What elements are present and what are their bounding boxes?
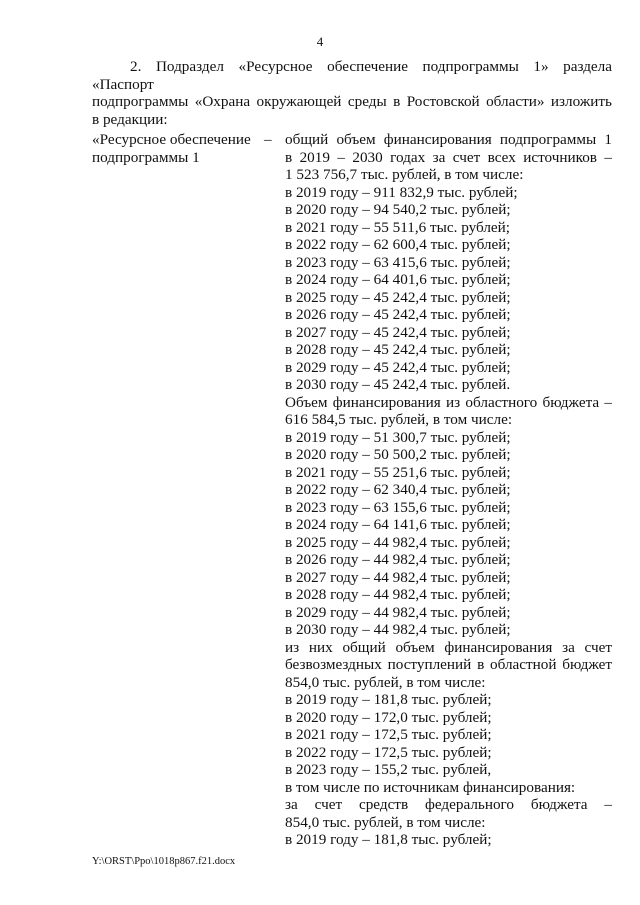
resource-label-line: подпрограммы 1 [92, 148, 200, 166]
financing-line: в 2024 году – 64 141,6 тыс. рублей; [285, 516, 511, 533]
financing-line: в 2025 году – 45 242,4 тыс. рублей; [285, 288, 511, 306]
intro-paragraph [92, 58, 612, 128]
financing-line: в том числе по источникам финансирования: [285, 778, 576, 796]
resource-label [92, 131, 267, 166]
financing-line: в 2026 году – 45 242,4 тыс. рублей; [285, 306, 511, 323]
financing-line: в 2029 году – 44 982,4 тыс. рублей; [285, 603, 511, 621]
financing-line: в 2028 году – 44 982,4 тыс. рублей; [285, 586, 511, 603]
financing-line: в 2019 году – 181,8 тыс. рублей; [285, 831, 492, 848]
financing-line: в 2025 году – 44 982,4 тыс. рублей; [285, 533, 511, 551]
financing-line: в 2021 году – 55 251,6 тыс. рублей; [285, 463, 511, 481]
financing-line: в 2021 году – 55 511,6 тыс. рублей; [285, 218, 511, 236]
financing-line: в 2029 году – 45 242,4 тыс. рублей; [285, 358, 511, 376]
financing-line: в 2027 году – 44 982,4 тыс. рублей; [285, 568, 511, 586]
financing-details [285, 131, 612, 849]
intro-line: подпрограммы «Охрана окружающей среды в Ростовской области» изложить [92, 93, 612, 110]
file-path-footer: Y:\ORST\Ppo\1018p867.f21.docx [92, 856, 236, 867]
financing-line: в 2020 году – 94 540,2 тыс. рублей; [285, 201, 511, 218]
financing-line: 1 523 756,7 тыс. рублей, в том числе: [285, 166, 524, 183]
label-dash: – [264, 131, 272, 148]
financing-line: в 2023 году – 63 415,6 тыс. рублей; [285, 253, 511, 271]
financing-line: безвозмездных поступлений в областной бюджет [285, 656, 612, 673]
financing-line: в 2024 году – 64 401,6 тыс. рублей; [285, 271, 511, 288]
page-number: 4 [316, 34, 324, 49]
intro-line: в редакции: [92, 110, 168, 128]
financing-line: Объем финансирования из областного бюджета – [285, 393, 612, 411]
financing-line: в 2020 году – 172,0 тыс. рублей; [285, 708, 492, 726]
financing-line: в 2019 – 2030 годах за счет всех источников – [285, 148, 612, 166]
financing-line: в 2019 году – 181,8 тыс. рублей; [285, 691, 492, 708]
financing-line: общий объем финансирования подпрограммы 1 [285, 131, 612, 148]
financing-line: в 2019 году – 911 832,9 тыс. рублей; [285, 183, 518, 201]
financing-line: в 2023 году – 155,2 тыс. рублей, [285, 761, 492, 778]
financing-line: в 2019 году – 51 300,7 тыс. рублей; [285, 428, 511, 446]
financing-line: 616 584,5 тыс. рублей, в том числе: [285, 411, 513, 428]
financing-line: в 2020 году – 50 500,2 тыс. рублей; [285, 446, 511, 463]
financing-line: в 2026 году – 44 982,4 тыс. рублей; [285, 551, 511, 568]
financing-line: в 2030 году – 44 982,4 тыс. рублей; [285, 621, 511, 638]
financing-line: 854,0 тыс. рублей, в том числе: [285, 813, 486, 831]
financing-line: в 2022 году – 62 600,4 тыс. рублей; [285, 236, 511, 253]
financing-line: в 2027 году – 45 242,4 тыс. рублей; [285, 323, 511, 341]
intro-line: 2. Подраздел «Ресурсное обеспечение подпрограммы 1» раздела «Паспорт [92, 58, 612, 93]
financing-line: в 2022 году – 172,5 тыс. рублей; [285, 743, 492, 761]
financing-line: в 2023 году – 63 155,6 тыс. рублей; [285, 498, 511, 516]
resource-label-line: «Ресурсное обеспечение [92, 131, 251, 148]
financing-line: из них общий объем финансирования за счет [285, 638, 612, 656]
financing-line: за счет средств федерального бюджета – [285, 796, 612, 813]
financing-line: в 2021 году – 172,5 тыс. рублей; [285, 726, 492, 743]
financing-line: в 2028 году – 45 242,4 тыс. рублей; [285, 341, 511, 358]
financing-line: в 2022 году – 62 340,4 тыс. рублей; [285, 481, 511, 498]
financing-line: в 2030 году – 45 242,4 тыс. рублей. [285, 376, 511, 393]
financing-line: 854,0 тыс. рублей, в том числе: [285, 673, 486, 691]
